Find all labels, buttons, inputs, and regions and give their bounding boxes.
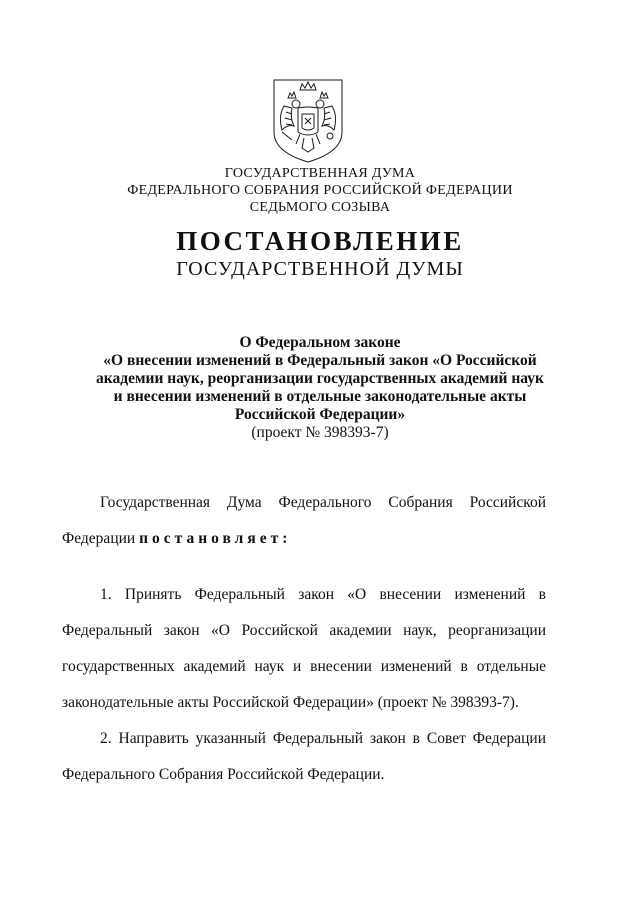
- org-line-federal-assembly: ФЕДЕРАЛЬНОГО СОБРАНИЯ РОССИЙСКОЙ ФЕДЕРАЦИИ: [127, 183, 513, 198]
- preamble-resolves: постановляет:: [139, 530, 292, 547]
- item1-line-3: государственных академий наук и внесении изменений в отдельные: [62, 658, 546, 675]
- document-subtype: ГОСУДАРСТВЕННОЙ ДУМЫ: [176, 258, 464, 280]
- item1-line-1: 1. Принять Федеральный закон «О внесении изменений в: [100, 586, 546, 603]
- title-line-5: Российской Федерации»: [234, 406, 406, 423]
- coat-of-arms-icon: [270, 76, 346, 164]
- preamble-line-2: [62, 530, 546, 548]
- project-number: (проект № 398393-7): [251, 424, 389, 441]
- title-line-4: и внесении изменений в отдельные законодательные акты: [113, 388, 527, 405]
- title-line-1: О Федеральном законе: [239, 334, 401, 351]
- preamble-line-1: Государственная Дума Федерального Собрания Российской: [100, 494, 546, 511]
- item2-line-2: Федерального Собрания Российской Федерации.: [62, 766, 385, 783]
- org-line-convocation: СЕДЬМОГО СОЗЫВА: [249, 200, 391, 215]
- title-line-3: академии наук, реорганизации государственных академий наук: [96, 370, 544, 387]
- item1-line-4: законодательные акты Российской Федерации» (проект № 398393-7).: [62, 694, 519, 711]
- document-type: ПОСТАНОВЛЕНИЕ: [176, 226, 464, 256]
- preamble-federation: Федерации: [62, 530, 136, 547]
- org-line-duma: ГОСУДАРСТВЕННАЯ ДУМА: [224, 166, 416, 181]
- item1-line-2: Федеральный закон «О Российской академии наук, реорганизации: [62, 622, 546, 639]
- title-line-2: «О внесении изменений в Федеральный закон «О Российской: [103, 352, 537, 369]
- item2-line-1: 2. Направить указанный Федеральный закон в Совет Федерации: [100, 730, 546, 747]
